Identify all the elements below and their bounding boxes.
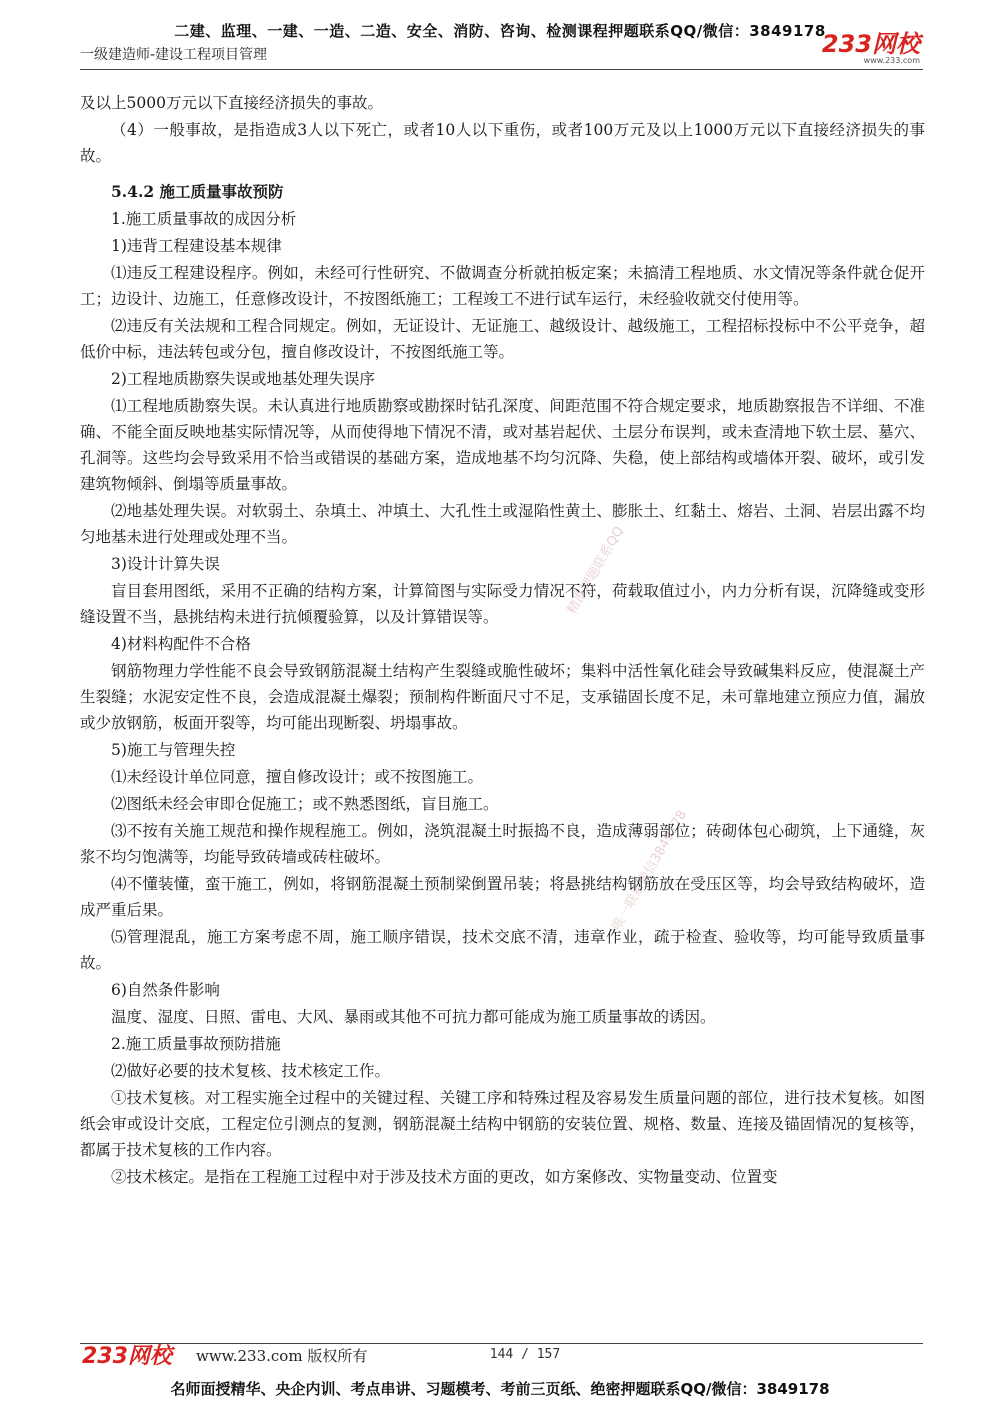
paragraph: ⑵做好必要的技术复核、技术核定工作。 xyxy=(111,1062,391,1080)
brand-logo-url: www.233.com xyxy=(863,56,920,65)
top-banner: 二建、监理、一建、一造、二造、安全、消防、咨询、检测课程押题联系QQ/微信：3849178 xyxy=(174,22,826,40)
subheading: 2.施工质量事故预防措施 xyxy=(111,1035,281,1053)
paragraph: 及以上5000万元以下直接经济损失的事故。 xyxy=(80,94,383,112)
paragraph: （4）一般事故，是指造成3人以下死亡，或者10人以下重伤，或者100万元及以上1000万元以下直接经济损失的事故。 xyxy=(80,121,925,165)
subheading: 2)工程地质勘察失误或地基处理失误序 xyxy=(111,370,375,388)
paragraph: ⑵地基处理失误。对软弱土、杂填土、冲填土、大孔性土或湿陷性黄土、膨胀土、红黏土、熔岩、土洞、岩层出露不均匀地基未进行处理或处理不当。 xyxy=(80,502,925,546)
paragraph: ⑷不懂装懂，蛮干施工，例如，将钢筋混凝土预制梁倒置吊装；将悬挑结构钢筋放在受压区等，均会导致结构破坏，造成严重后果。 xyxy=(80,875,925,919)
page-number: 144 / 157 xyxy=(489,1347,561,1362)
paragraph: ⑶不按有关施工规范和操作规程施工。例如，浇筑混凝土时振捣不良，造成薄弱部位；砖砌体包心砌筑，上下通缝，灰浆不均匀饱满等，均能导致砖墙或砖柱破坏。 xyxy=(80,822,925,866)
paragraph: ⑴未经设计单位同意，擅自修改设计；或不按图施工。 xyxy=(111,768,484,786)
paragraph: 钢筋物理力学性能不良会导致钢筋混凝土结构产生裂缝或脆性破坏；集料中活性氧化硅会导致碱集料反应，使混凝土产生裂缝；水泥安定性不良，会造成混凝土爆裂；预制构件断面尺寸不足，支承锚固长度不足，未可靠地建立预应力值，漏放或少放钢筋，板面开裂等，均可能出现断裂、坍塌事故。 xyxy=(80,662,925,732)
paragraph: ②技术核定。是指在工程施工过程中对于涉及技术方面的更改，如方案修改、实物量变动、位置变 xyxy=(111,1168,778,1186)
subheading: 4)材料构配件不合格 xyxy=(111,635,251,653)
subheading: 5)施工与管理失控 xyxy=(111,741,236,759)
paragraph: ⑵违反有关法规和工程合同规定。例如，无证设计、无证施工、越级设计、越级施工，工程招标投标中不公平竞争，超低价中标，违法转包或分包，擅自修改设计，不按图纸施工等。 xyxy=(80,317,925,361)
brand-logo[interactable] xyxy=(822,32,920,66)
subheading: 1)违背工程建设基本规律 xyxy=(111,237,282,255)
page-content xyxy=(80,90,925,1191)
brand-logo-text: 233网校 xyxy=(821,30,920,58)
document-subtitle: 一级建造师-建设工程项目管理 xyxy=(80,47,268,63)
watermark: 精准押题联系QQ xyxy=(564,524,628,617)
paragraph: ⑴违反工程建设程序。例如，未经可行性研究、不做调查分析就拍板定案；未搞清工程地质、水文情况等条件就仓促开工；边设计、边施工，任意修改设计，不按图纸施工；工程竣工不进行试车运行，未经验收就交付使用等。 xyxy=(80,264,925,308)
footer-copyright[interactable]: www.233.com 版权所有 xyxy=(196,1347,368,1365)
section-heading: 5.4.2 施工质量事故预防 xyxy=(111,182,284,201)
paragraph: 盲目套用图纸，采用不正确的结构方案，计算简图与实际受力情况不符，荷载取值过小，内力分析有误，沉降缝或变形缝设置不当，悬挑结构未进行抗倾覆验算，以及计算错误等。 xyxy=(80,582,925,626)
paragraph: ⑸管理混乱，施工方案考虑不周，施工顺序错误，技术交底不清，违章作业，疏于检查、验收等，均可能导致质量事故。 xyxy=(80,928,925,972)
paragraph: ①技术复核。对工程实施全过程中的关键过程、关键工序和特殊过程及容易发生质量问题的部位，进行技术复核。如图纸会审或设计交底，工程定位引测点的复测，钢筋混凝土结构中钢筋的安装位置、规格、数量、连接及锚固情况的复核等，都属于技术复核的工作内容。 xyxy=(80,1089,925,1159)
subheading: 3)设计计算失误 xyxy=(111,555,220,573)
subheading: 6)自然条件影响 xyxy=(111,981,220,999)
paragraph: 温度、湿度、日照、雷电、大风、暴雨或其他不可抗力都可能成为施工质量事故的诱因。 xyxy=(111,1008,716,1026)
watermark: 唯一联系微信3849178 xyxy=(609,807,691,934)
paragraph: ⑴工程地质勘察失误。未认真进行地质勘察或勘探时钻孔深度、间距范围不符合规定要求，地质勘察报告不详细、不准确、不能全面反映地基实际情况等，从而使得地下情况不清，或对基岩起伏、土层分布误判，或未查清地下软土层、墓穴、孔洞等。这些均会导致采用不恰当或错误的基础方案，造成地基不均匀沉降、失稳，使上部结构或墙体开裂、破坏，或引发建筑物倾斜、倒塌等质量事故。 xyxy=(80,397,925,493)
footer-divider xyxy=(80,1343,923,1344)
footer-logo[interactable]: 233网校 xyxy=(82,1344,172,1369)
bottom-banner: 名师面授精华、央企内训、考点串讲、习题模考、考前三页纸、绝密押题联系QQ/微信：3849178 xyxy=(170,1380,830,1398)
paragraph: ⑵图纸未经会审即仓促施工；或不熟悉图纸，盲目施工。 xyxy=(111,795,499,813)
header-divider xyxy=(80,69,923,70)
subheading: 1.施工质量事故的成因分析 xyxy=(111,210,297,228)
